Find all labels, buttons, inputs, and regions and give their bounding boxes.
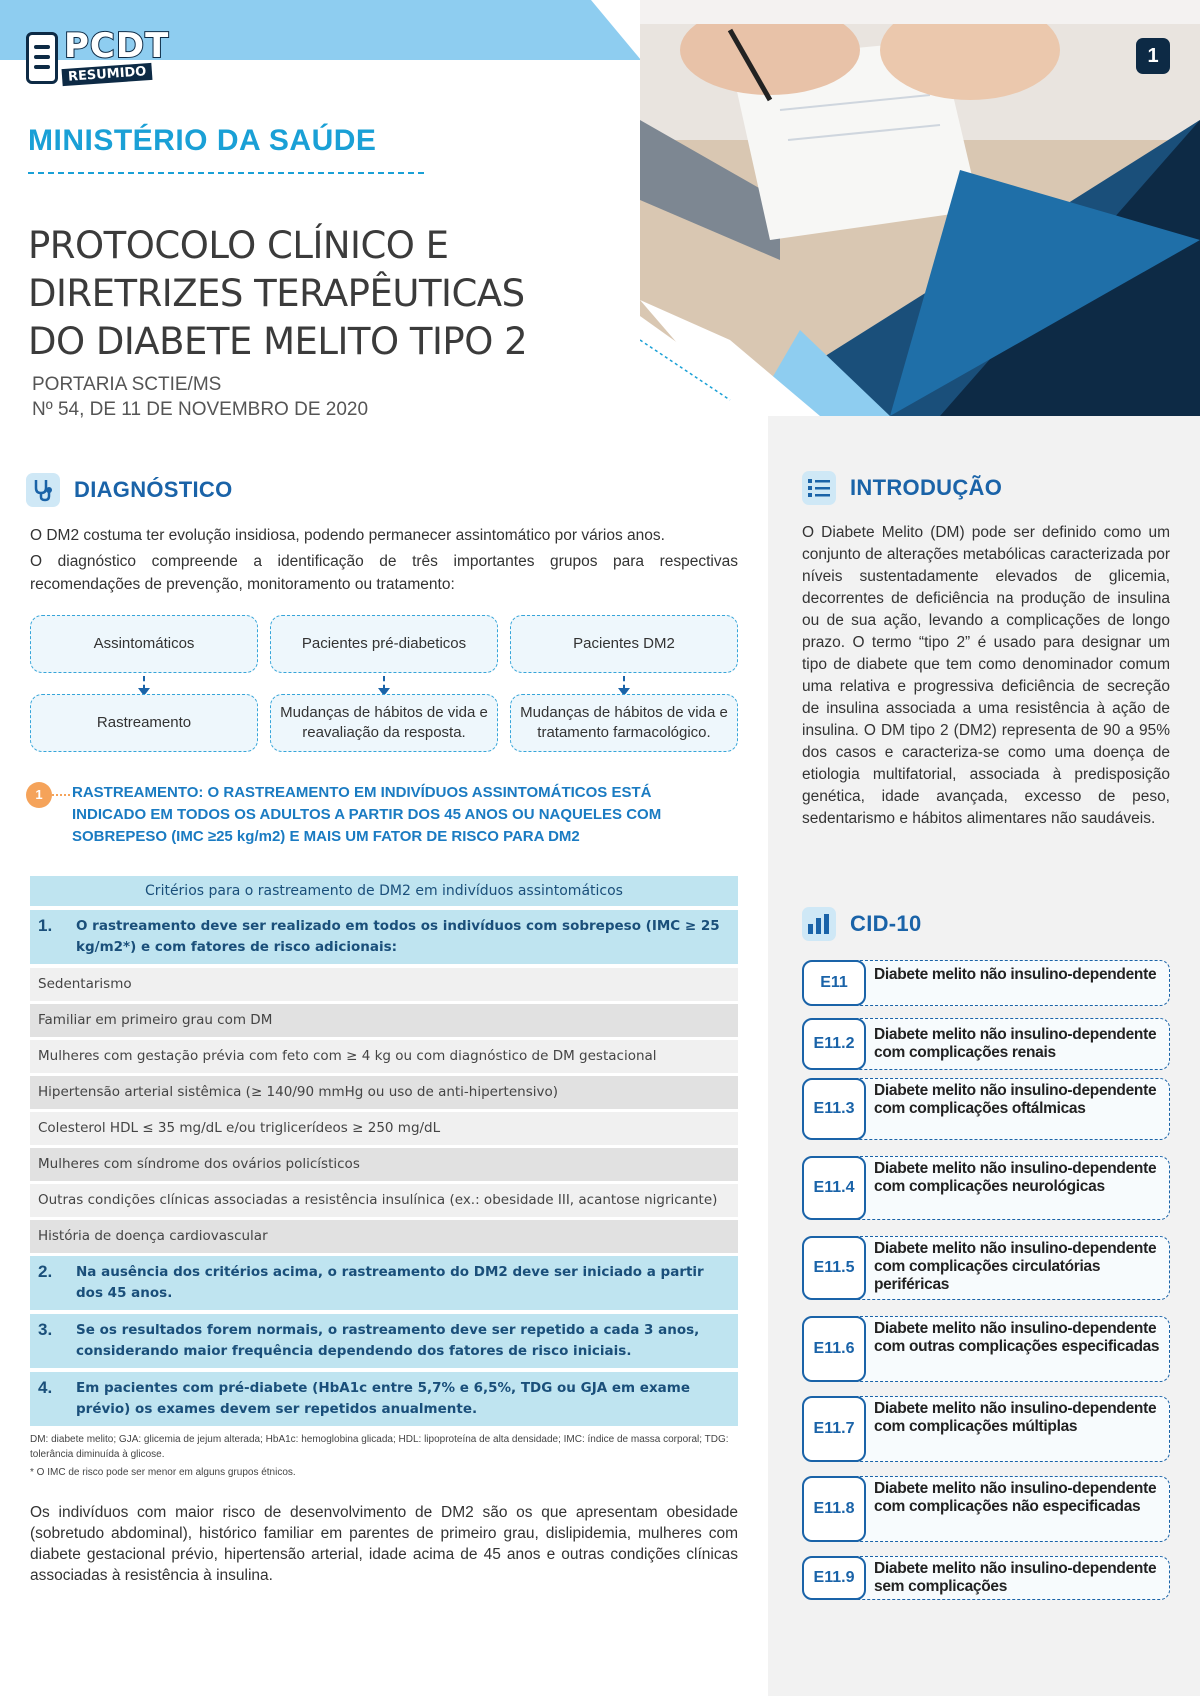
row-number: 4. <box>38 1378 53 1397</box>
row-number: 2. <box>38 1262 53 1281</box>
cid-item <box>802 1316 1170 1382</box>
cid-description: Diabete melito não insulino-dependente com complicações não especificadas <box>874 1480 1157 1515</box>
row-text: Na ausência dos critérios acima, o rastreamento do DM2 deve ser iniciado a partir dos 45 anos. <box>76 1264 704 1301</box>
portaria-line: PORTARIA SCTIE/MS <box>32 374 222 395</box>
ministry-name: MINISTÉRIO DA SAÚDE <box>28 124 377 157</box>
cid-description: Diabete melito não insulino-dependente com complicações oftálmicas <box>874 1082 1157 1117</box>
table-numbered-row <box>30 1372 738 1426</box>
ministry-divider <box>28 172 424 174</box>
cid-code: E11 <box>802 960 866 1006</box>
stethoscope-icon <box>26 473 60 507</box>
cid-code: E11.5 <box>802 1236 866 1300</box>
flow-arrow <box>383 676 385 690</box>
title-line: DIRETRIZES TERAPÊUTICAS <box>28 272 525 315</box>
cid-item <box>802 1396 1170 1462</box>
table-footnote: * O IMC de risco pode ser menor em alguns grupos étnicos. <box>30 1467 296 1478</box>
table-row: Mulheres com síndrome dos ovários policísticos <box>30 1148 738 1181</box>
table-header: Critérios para o rastreamento de DM2 em indivíduos assintomáticos <box>30 876 738 906</box>
row-number: 3. <box>38 1320 53 1339</box>
cid-code: E11.2 <box>802 1018 866 1070</box>
closing-paragraph: Os indivíduos com maior risco de desenvolvimento de DM2 são os que apresentam obesidade (sobretudo abdominal), histórico familiar em parentes de primeiro grau, dislipidemia, mulheres com diabete gestacional prévio, hipertensão arterial, idade acima de 45 anos e outras condições clínicas associadas à resistência à insulina. <box>30 1504 738 1584</box>
section-title: CID-10 <box>850 911 922 936</box>
flow-action-box: Mudanças de hábitos de vida e reavaliação da resposta. <box>270 694 498 752</box>
table-row: Hipertensão arterial sistêmica (≥ 140/90 mmHg ou uso de anti-hipertensivo) <box>30 1076 738 1109</box>
diagnostico-paragraph: O DM2 costuma ter evolução insidiosa, podendo permanecer assintomático por vários anos. <box>30 527 665 544</box>
flow-group-box: Pacientes DM2 <box>510 615 738 673</box>
cid-code: E11.6 <box>802 1316 866 1382</box>
header-photo <box>640 0 1200 416</box>
document-icon <box>26 32 58 84</box>
cid-description: Diabete melito não insulino-dependente com complicações múltiplas <box>874 1400 1157 1435</box>
cid-item <box>802 960 1170 1006</box>
table-row: Sedentarismo <box>30 968 738 1001</box>
flow-group-box: Assintomáticos <box>30 615 258 673</box>
flow-group-box: Pacientes pré-diabeticos <box>270 615 498 673</box>
row-number: 1. <box>38 916 53 935</box>
table-numbered-row <box>30 1256 738 1310</box>
table-footnote: DM: diabete melito; GJA: glicemia de jejum alterada; HbA1c: hemoglobina glicada; HDL: lipoproteína de alta densidade; IMC: índice de massa corporal; TDG: tolerância diminuída à glicose. <box>30 1434 729 1460</box>
cid-item <box>802 1556 1170 1600</box>
diagnostico-heading <box>26 473 233 507</box>
pcdt-logo <box>26 26 174 88</box>
table-row: Familiar em primeiro grau com DM <box>30 1004 738 1037</box>
portaria-line: Nº 54, DE 11 DE NOVEMBRO DE 2020 <box>32 399 369 420</box>
cid-item <box>802 1018 1170 1070</box>
cid-code: E11.8 <box>802 1476 866 1542</box>
flow-arrow <box>143 676 145 690</box>
introducao-heading <box>802 471 1002 505</box>
row-text: Se os resultados forem normais, o rastreamento deve ser repetido a cada 3 anos, considerando maior frequência dependendo dos fatores de risco iniciais. <box>76 1322 700 1359</box>
rastreamento-statement: RASTREAMENTO: O RASTREAMENTO EM INDIVÍDUOS ASSINTOMÁTICOS ESTÁ INDICADO EM TODOS OS ADULTOS A PARTIR DOS 45 ANOS OU NAQUELES COM SOBREPESO (IMC ≥25 kg/m2) E MAIS UM FATOR DE RISCO PARA DM2 <box>72 784 662 845</box>
introducao-text: O Diabete Melito (DM) pode ser definido como um conjunto de alterações metabólicas caracterizada por níveis sustentadamente elevados de glicemia, decorrentes de deficiência na produção de insulina ou de sua ação, levando a complicações de longo prazo. O termo “tipo 2” é usado para designar um tipo de diabete que tem como denominador comum uma relativa e progressiva deficiência de secreção de insulina associada a uma resistência à ação de insulina. O DM tipo 2 (DM2) representa de 90 a 95% dos casos e caracteriza-se como uma doença de etiologia multifatorial, associada à predisposição genética, idade avançada, excesso de peso, sedentarismo e hábitos alimentares não saudáveis. <box>802 524 1170 827</box>
cid-description: Diabete melito não insulino-dependente com complicações neurológicas <box>874 1160 1157 1195</box>
title-line: DO DIABETE MELITO TIPO 2 <box>28 320 528 363</box>
bar-chart-icon <box>802 907 836 941</box>
title-line: PROTOCOLO CLÍNICO E <box>28 224 449 267</box>
rastreamento-connector <box>48 794 70 796</box>
cid-description: Diabete melito não insulino-dependente com outras complicações especificadas <box>874 1320 1160 1355</box>
page-number-badge: 1 <box>1136 38 1170 74</box>
cid-description: Diabete melito não insulino-dependente com complicações renais <box>874 1026 1157 1061</box>
section-title: DIAGNÓSTICO <box>74 477 233 502</box>
document-title <box>28 222 628 366</box>
cid-description: Diabete melito não insulino-dependente sem complicações <box>874 1560 1157 1595</box>
table-row: Colesterol HDL ≤ 35 mg/dL e/ou triglicerídeos ≥ 250 mg/dL <box>30 1112 738 1145</box>
table-numbered-row <box>30 910 738 964</box>
cid-item <box>802 1156 1170 1220</box>
table-row: Outras condições clínicas associadas a resistência insulínica (ex.: obesidade III, acantose nigricante) <box>30 1184 738 1217</box>
logo-text: PCDT <box>64 26 170 66</box>
cid-code: E11.3 <box>802 1078 866 1140</box>
table-row: História de doença cardiovascular <box>30 1220 738 1253</box>
flow-action-box: Rastreamento <box>30 694 258 752</box>
criteria-table <box>30 876 738 1430</box>
cid-item <box>802 1078 1170 1140</box>
cid-code: E11.9 <box>802 1556 866 1600</box>
row-text: O rastreamento deve ser realizado em todos os indivíduos com sobrepeso (IMC ≥ 25 kg/m2*) e com fatores de risco adicionais: <box>76 918 720 955</box>
flow-arrow <box>623 676 625 690</box>
flow-action-box: Mudanças de hábitos de vida e tratamento farmacológico. <box>510 694 738 752</box>
list-icon <box>802 471 836 505</box>
section-title: INTRODUÇÃO <box>850 475 1003 500</box>
logo-subtext: RESUMIDO <box>62 63 153 86</box>
diagnostico-paragraph: O diagnóstico compreende a identificação de três importantes grupos para respectivas recomendações de prevenção, monitoramento ou tratamento: <box>30 553 738 593</box>
rastreamento-number: 1 <box>26 782 52 808</box>
cid10-heading <box>802 907 922 941</box>
portaria <box>32 372 368 422</box>
table-row: Mulheres com gestação prévia com feto com ≥ 4 kg ou com diagnóstico de DM gestacional <box>30 1040 738 1073</box>
cid-description: Diabete melito não insulino-dependente com complicações circulatórias periféricas <box>874 1240 1157 1293</box>
table-numbered-row <box>30 1314 738 1368</box>
cid-code: E11.4 <box>802 1156 866 1220</box>
cid-code: E11.7 <box>802 1396 866 1462</box>
cid-item <box>802 1476 1170 1542</box>
cid-item <box>802 1236 1170 1300</box>
row-text: Em pacientes com pré-diabete (HbA1c entre 5,7% e 6,5%, TDG ou GJA em exame prévio) os exames devem ser repetidos anualmente. <box>76 1380 690 1417</box>
cid-description: Diabete melito não insulino-dependente <box>874 966 1157 983</box>
